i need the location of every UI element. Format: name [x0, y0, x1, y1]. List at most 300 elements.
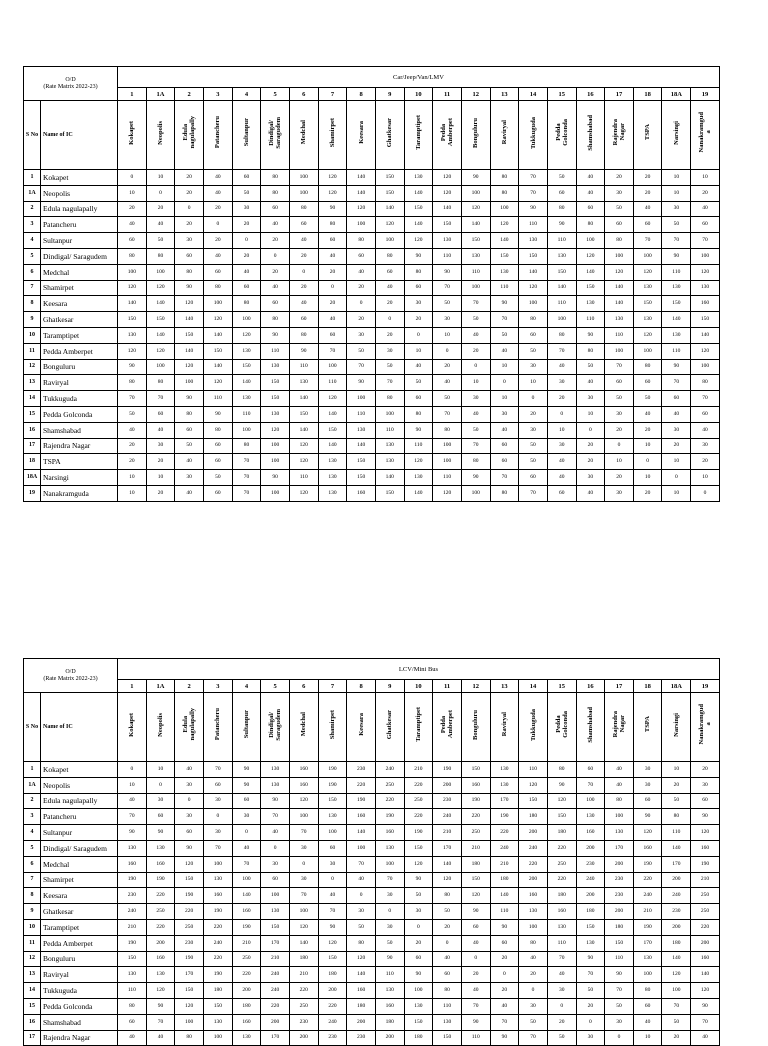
rate-cell: 10 [433, 327, 462, 343]
rate-cell: 40 [662, 406, 691, 422]
rate-cell: 50 [461, 312, 490, 328]
column-number: 11 [433, 88, 462, 101]
rate-cell: 30 [605, 485, 634, 501]
rate-cell: 100 [547, 312, 576, 328]
rate-cell: 140 [347, 170, 376, 186]
rate-cell: 230 [118, 888, 147, 904]
rate-cell: 70 [461, 296, 490, 312]
rate-cell: 160 [347, 809, 376, 825]
table-row [24, 359, 720, 375]
rate-cell: 10 [691, 470, 720, 486]
rate-cell: 40 [490, 343, 519, 359]
rate-cell: 80 [433, 983, 462, 999]
table-row [24, 312, 720, 328]
rate-cell: 130 [118, 840, 147, 856]
rate-cell: 80 [375, 248, 404, 264]
rate-cell: 220 [375, 793, 404, 809]
rate-cell: 50 [576, 983, 605, 999]
rate-cell: 220 [547, 872, 576, 888]
rate-cell: 100 [633, 343, 662, 359]
table-row [24, 485, 720, 501]
column-name-cell [519, 101, 548, 170]
rate-cell: 10 [118, 485, 147, 501]
column-name-cell [576, 693, 605, 762]
rate-cell: 120 [261, 422, 290, 438]
rate-cell: 190 [318, 762, 347, 778]
rate-cell: 120 [691, 343, 720, 359]
rate-cell: 100 [375, 233, 404, 249]
rate-cell: 70 [433, 406, 462, 422]
rate-cell: 60 [490, 454, 519, 470]
column-number: 11 [433, 680, 462, 693]
rate-cell: 100 [146, 264, 175, 280]
rate-cell: 0 [519, 983, 548, 999]
rate-cell: 180 [289, 951, 318, 967]
rate-cell: 60 [318, 840, 347, 856]
rate-cell: 20 [519, 406, 548, 422]
rate-cell: 140 [347, 438, 376, 454]
rate-cell: 110 [375, 422, 404, 438]
rate-cell: 100 [605, 248, 634, 264]
table-row [24, 438, 720, 454]
rate-cell: 210 [232, 935, 261, 951]
rate-cell: 0 [118, 170, 147, 186]
rate-cell: 160 [232, 904, 261, 920]
rate-cell: 180 [519, 809, 548, 825]
column-name: Bonguluru [472, 709, 480, 740]
rate-cell: 70 [519, 185, 548, 201]
rate-cell: 20 [633, 422, 662, 438]
row-sno: 18 [24, 454, 41, 470]
rate-cell: 120 [461, 888, 490, 904]
rate-cell: 20 [118, 454, 147, 470]
rate-cell: 60 [203, 485, 232, 501]
rate-cell: 20 [375, 327, 404, 343]
rate-cell: 100 [691, 359, 720, 375]
column-name-cell [289, 693, 318, 762]
rate-cell: 120 [404, 233, 433, 249]
row-ic-name: Pedda Amberpet [41, 343, 118, 359]
rate-cell: 90 [232, 762, 261, 778]
column-name: Medchal [300, 120, 308, 145]
rate-cell: 30 [576, 1030, 605, 1046]
rate-cell: 0 [605, 1030, 634, 1046]
table-row [24, 1014, 720, 1030]
rate-cell: 120 [318, 391, 347, 407]
rate-cell: 190 [375, 809, 404, 825]
rate-cell: 150 [375, 170, 404, 186]
row-ic-name: TSPA [41, 454, 118, 470]
rate-cell: 60 [289, 312, 318, 328]
rate-cell: 130 [261, 904, 290, 920]
rate-cell: 210 [404, 762, 433, 778]
rate-cell: 150 [318, 422, 347, 438]
rate-cell: 220 [203, 951, 232, 967]
rate-cell: 140 [433, 201, 462, 217]
rate-cell: 40 [633, 201, 662, 217]
rate-cell: 70 [691, 233, 720, 249]
rate-cell: 50 [433, 296, 462, 312]
rate-cell: 120 [347, 951, 376, 967]
table-row [24, 935, 720, 951]
rate-cell: 100 [289, 170, 318, 186]
rate-cell: 120 [691, 825, 720, 841]
rate-cell: 10 [146, 762, 175, 778]
rate-cell: 20 [175, 185, 204, 201]
row-ic-name: Neopolis [41, 185, 118, 201]
column-number: 2 [175, 88, 204, 101]
rate-cell: 20 [633, 185, 662, 201]
rate-cell: 40 [318, 888, 347, 904]
rate-cell: 40 [146, 1030, 175, 1046]
row-sno: 7 [24, 280, 41, 296]
column-name-cell [318, 101, 347, 170]
rate-cell: 0 [433, 343, 462, 359]
rate-cell: 40 [261, 825, 290, 841]
rate-cell: 40 [146, 422, 175, 438]
rate-cell: 230 [289, 1014, 318, 1030]
table-row [24, 809, 720, 825]
table-row [24, 983, 720, 999]
rate-cell: 40 [118, 422, 147, 438]
sno-header: S No [24, 101, 41, 170]
rate-cell: 90 [261, 327, 290, 343]
rate-cell: 120 [232, 327, 261, 343]
rate-cell: 80 [576, 343, 605, 359]
column-name: Ghatkesar [386, 709, 394, 740]
rate-cell: 150 [433, 1030, 462, 1046]
rate-cell: 140 [175, 343, 204, 359]
row-sno: 15 [24, 998, 41, 1014]
row-ic-name: Shamshabad [41, 1014, 118, 1030]
rate-cell: 40 [433, 951, 462, 967]
column-name-cell [232, 693, 261, 762]
rate-cell: 30 [576, 391, 605, 407]
rate-cell: 90 [146, 998, 175, 1014]
row-ic-name: Shamirpet [41, 280, 118, 296]
rate-cell: 0 [461, 951, 490, 967]
rate-cell: 130 [203, 872, 232, 888]
column-number: 6 [289, 680, 318, 693]
rate-cell: 240 [261, 967, 290, 983]
rate-cell: 120 [146, 343, 175, 359]
rate-cell: 220 [691, 919, 720, 935]
rate-cell: 120 [347, 201, 376, 217]
column-number: 14 [519, 680, 548, 693]
rate-cell: 130 [576, 296, 605, 312]
rate-cell: 100 [347, 840, 376, 856]
table-row [24, 793, 720, 809]
rate-cell: 0 [691, 485, 720, 501]
rate-cell: 30 [691, 777, 720, 793]
rate-cell: 40 [232, 840, 261, 856]
rate-cell: 120 [118, 280, 147, 296]
rate-cell: 200 [519, 872, 548, 888]
rate-cell: 120 [519, 280, 548, 296]
rate-cell: 30 [662, 201, 691, 217]
rate-cell: 60 [118, 1014, 147, 1030]
rate-cell: 160 [347, 485, 376, 501]
column-name-cell [547, 101, 576, 170]
rate-cell: 220 [347, 777, 376, 793]
rate-cell: 40 [461, 406, 490, 422]
column-name: Pedda Golconda [554, 119, 569, 146]
rate-cell: 170 [662, 856, 691, 872]
rate-cell: 90 [175, 391, 204, 407]
column-name: Shamirpet [328, 117, 336, 148]
column-name: Shamirpet [328, 709, 336, 740]
rate-cell: 230 [605, 872, 634, 888]
rate-cell: 100 [433, 438, 462, 454]
rate-cell: 10 [633, 1030, 662, 1046]
column-number: 12 [461, 680, 490, 693]
column-name-cell [691, 693, 720, 762]
rate-cell: 50 [404, 375, 433, 391]
rate-cell: 60 [461, 919, 490, 935]
rate-cell: 120 [662, 967, 691, 983]
rate-cell: 50 [347, 919, 376, 935]
rate-cell: 30 [605, 1014, 634, 1030]
row-ic-name: Raviryal [41, 375, 118, 391]
row-ic-name: Keesara [41, 296, 118, 312]
rate-cell: 20 [662, 438, 691, 454]
column-number: 3 [203, 680, 232, 693]
rate-cell: 150 [404, 201, 433, 217]
column-name-cell [519, 693, 548, 762]
row-ic-name: Kokapet [41, 762, 118, 778]
rate-cell: 80 [347, 935, 376, 951]
rate-cell: 80 [203, 422, 232, 438]
rate-cell: 70 [547, 951, 576, 967]
column-name-cell [461, 693, 490, 762]
rate-cell: 40 [490, 998, 519, 1014]
rate-cell: 190 [433, 762, 462, 778]
row-sno: 3 [24, 809, 41, 825]
rate-cell: 140 [203, 327, 232, 343]
rate-cell: 130 [118, 327, 147, 343]
rate-cell: 90 [118, 359, 147, 375]
rate-cell: 40 [289, 233, 318, 249]
row-ic-name: Tukkuguda [41, 983, 118, 999]
rate-cell: 140 [289, 422, 318, 438]
rate-cell: 50 [490, 327, 519, 343]
rate-cell: 20 [118, 201, 147, 217]
column-name: Shamshabad [586, 114, 594, 151]
rate-cell: 0 [375, 312, 404, 328]
rate-cell: 60 [289, 217, 318, 233]
row-sno: 4 [24, 825, 41, 841]
column-number: 16 [576, 680, 605, 693]
rate-cell: 230 [576, 856, 605, 872]
rate-cell: 70 [633, 233, 662, 249]
rate-cell: 220 [146, 888, 175, 904]
rate-cell: 210 [461, 840, 490, 856]
rate-cell: 120 [691, 264, 720, 280]
rate-cell: 150 [289, 406, 318, 422]
rate-cell: 70 [118, 809, 147, 825]
column-name: Kokapet [128, 712, 136, 737]
rate-cell: 20 [547, 391, 576, 407]
row-ic-name: Pedda Amberpet [41, 935, 118, 951]
rate-cell: 110 [318, 375, 347, 391]
row-sno: 16 [24, 422, 41, 438]
rate-cell: 190 [175, 951, 204, 967]
rate-cell: 220 [203, 919, 232, 935]
rate-cell: 80 [490, 170, 519, 186]
rate-cell: 150 [118, 312, 147, 328]
rate-cell: 50 [633, 391, 662, 407]
row-sno: 1A [24, 185, 41, 201]
rate-cell: 40 [576, 485, 605, 501]
rate-cell: 50 [576, 359, 605, 375]
column-name: Taramptipet [414, 115, 422, 150]
rate-cell: 160 [146, 856, 175, 872]
rate-cell: 80 [461, 454, 490, 470]
rate-cell: 0 [347, 888, 376, 904]
column-name: Edula nagulapally [182, 708, 197, 741]
rate-cell: 30 [404, 904, 433, 920]
rate-cell: 20 [519, 967, 548, 983]
rate-cell: 80 [490, 185, 519, 201]
row-sno: 14 [24, 391, 41, 407]
rate-cell: 0 [232, 233, 261, 249]
rate-cell: 50 [662, 793, 691, 809]
car-rate-matrix-table [23, 66, 720, 502]
rate-cell: 150 [433, 217, 462, 233]
rate-cell: 30 [519, 359, 548, 375]
rate-cell: 210 [691, 872, 720, 888]
rate-cell: 220 [404, 777, 433, 793]
rate-cell: 40 [691, 1030, 720, 1046]
rate-cell: 90 [118, 825, 147, 841]
rate-cell: 180 [547, 888, 576, 904]
rate-cell: 30 [175, 809, 204, 825]
column-name: Taramptipet [414, 707, 422, 742]
rate-cell: 190 [461, 793, 490, 809]
rate-cell: 220 [519, 856, 548, 872]
column-name-row [24, 101, 720, 170]
rate-cell: 130 [118, 967, 147, 983]
rate-cell: 60 [232, 280, 261, 296]
rate-cell: 110 [519, 217, 548, 233]
row-sno: 1A [24, 777, 41, 793]
rate-cell: 40 [347, 872, 376, 888]
row-sno: 2 [24, 793, 41, 809]
rate-cell: 90 [146, 825, 175, 841]
rate-cell: 170 [175, 967, 204, 983]
column-name-cell [375, 101, 404, 170]
rate-cell: 140 [146, 296, 175, 312]
rate-cell: 60 [232, 170, 261, 186]
rate-cell: 80 [633, 983, 662, 999]
column-name-cell [175, 693, 204, 762]
rate-cell: 240 [318, 1014, 347, 1030]
rate-cell: 70 [691, 391, 720, 407]
rate-cell: 90 [662, 248, 691, 264]
column-name: Tukkuguda [529, 116, 537, 149]
rate-cell: 30 [433, 312, 462, 328]
vehicle-class-title: LCV/Mini Bus [118, 659, 720, 680]
rate-cell: 40 [375, 280, 404, 296]
rate-cell: 90 [490, 1030, 519, 1046]
rate-cell: 90 [490, 919, 519, 935]
rate-cell: 150 [633, 296, 662, 312]
rate-cell: 140 [519, 264, 548, 280]
rate-cell: 60 [547, 185, 576, 201]
rate-cell: 70 [203, 762, 232, 778]
rate-cell: 140 [289, 935, 318, 951]
rate-cell: 0 [203, 217, 232, 233]
column-name-cell [118, 693, 147, 762]
row-sno: 5 [24, 248, 41, 264]
column-name: Patancheru [214, 116, 222, 149]
rate-cell: 0 [289, 856, 318, 872]
rate-cell: 110 [662, 825, 691, 841]
rate-cell: 200 [691, 935, 720, 951]
rate-cell: 100 [289, 185, 318, 201]
rate-cell: 250 [691, 904, 720, 920]
rate-cell: 150 [203, 343, 232, 359]
rate-cell: 20 [347, 312, 376, 328]
rate-cell: 180 [203, 983, 232, 999]
column-number-row [24, 680, 720, 693]
rate-cell: 0 [404, 327, 433, 343]
rate-cell: 200 [347, 1014, 376, 1030]
rate-cell: 20 [203, 201, 232, 217]
rate-cell: 90 [605, 967, 634, 983]
rate-cell: 50 [433, 904, 462, 920]
rate-cell: 30 [633, 777, 662, 793]
rate-cell: 70 [232, 485, 261, 501]
row-sno: 12 [24, 951, 41, 967]
rate-cell: 110 [461, 264, 490, 280]
rate-cell: 40 [118, 1030, 147, 1046]
rate-cell: 60 [261, 296, 290, 312]
rate-cell: 50 [461, 422, 490, 438]
table-row [24, 391, 720, 407]
rate-cell: 0 [633, 454, 662, 470]
rate-cell: 40 [490, 422, 519, 438]
rate-cell: 90 [433, 264, 462, 280]
table-row [24, 777, 720, 793]
column-name: Tukkuguda [529, 708, 537, 741]
rate-cell: 50 [347, 343, 376, 359]
table-row [24, 872, 720, 888]
row-ic-name: Narsingi [41, 470, 118, 486]
rate-cell: 0 [433, 935, 462, 951]
rate-cell: 70 [605, 359, 634, 375]
rate-cell: 140 [347, 825, 376, 841]
row-sno: 8 [24, 888, 41, 904]
column-number: 14 [519, 88, 548, 101]
od-header-row [24, 659, 720, 680]
rate-cell: 120 [633, 825, 662, 841]
rate-cell: 50 [175, 438, 204, 454]
rate-cell: 100 [203, 296, 232, 312]
rate-cell: 100 [261, 454, 290, 470]
rate-cell: 190 [232, 919, 261, 935]
rate-cell: 70 [662, 998, 691, 1014]
rate-cell: 140 [232, 888, 261, 904]
column-name: Ghatkesar [386, 117, 394, 148]
table-row [24, 217, 720, 233]
rate-cell: 180 [605, 919, 634, 935]
od-header-row [24, 67, 720, 88]
rate-cell: 60 [232, 793, 261, 809]
rate-cell: 250 [146, 904, 175, 920]
column-name: Patancheru [214, 708, 222, 741]
rate-cell: 50 [547, 170, 576, 186]
